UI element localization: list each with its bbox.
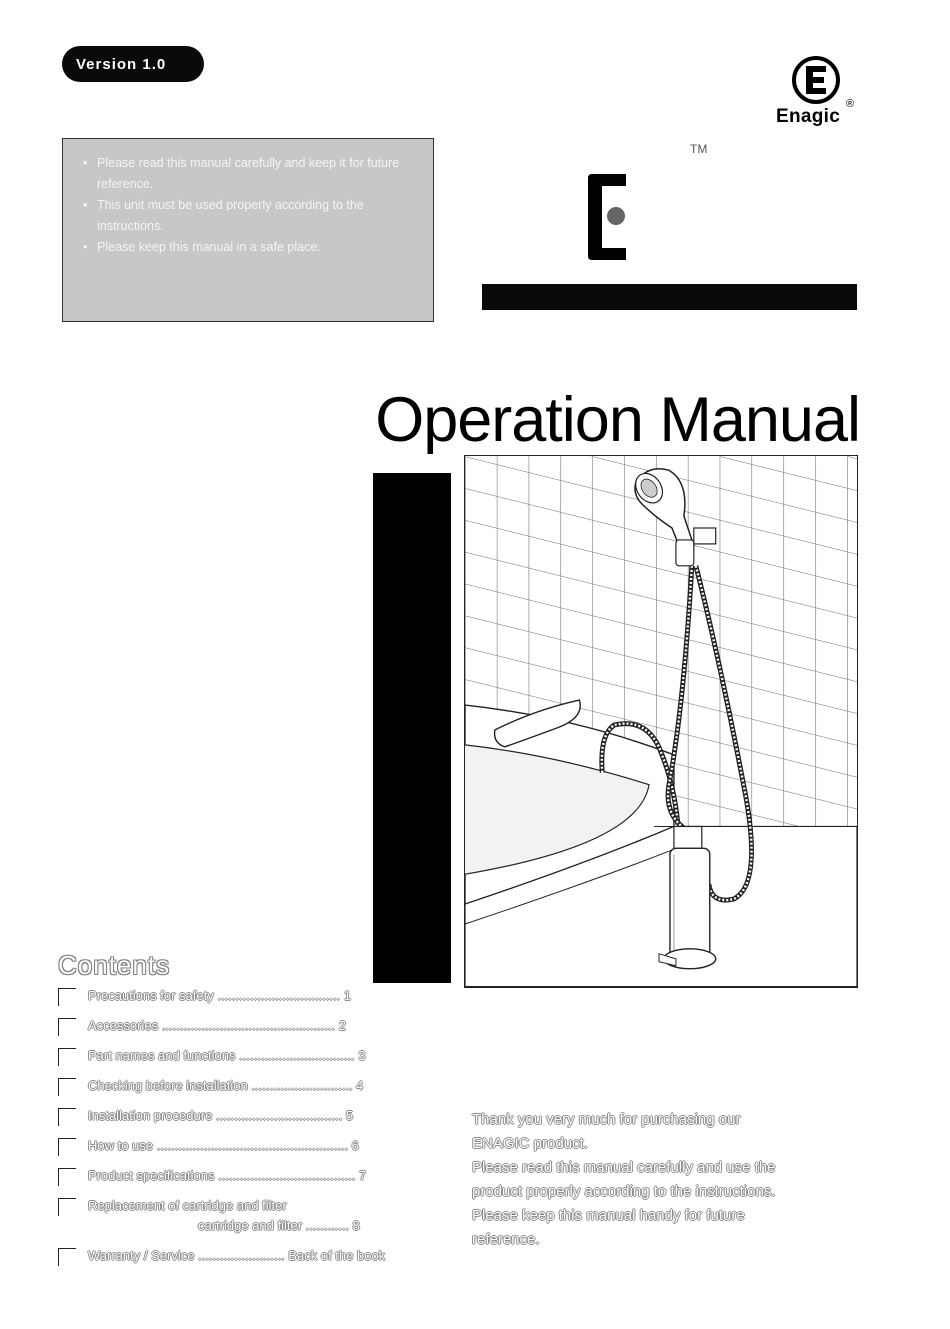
checkbox-icon [58,1078,76,1096]
notice-box [62,138,434,322]
contents-item-label: How to use ..................................................... 6 [88,1138,359,1153]
contents-item[interactable] [58,1046,418,1076]
paragraph-line: Please keep this manual handy for future [472,1207,745,1224]
shower-filter-illustration [464,455,858,988]
contents-item-label: Checking before installation ............................ 4 [88,1078,364,1093]
title-bar [482,284,857,310]
model-tag: TM [690,142,708,156]
contents-item-label: Part names and functions ................................ 3 [88,1048,366,1063]
contents-item[interactable] [58,1106,418,1136]
checkbox-icon [58,1198,76,1216]
checkbox-icon [58,988,76,1006]
contents-item[interactable] [58,986,418,1016]
page-title: Operation Manual [375,385,860,455]
checkbox-icon [58,1248,76,1266]
brand-name: Enagic [776,106,841,127]
checkbox-icon [58,1138,76,1156]
contents-item[interactable] [58,1196,418,1246]
version-badge: Version 1.0 [62,46,204,82]
contents-item[interactable] [58,1166,418,1196]
contents-list [58,986,418,1276]
contents-heading: Contents [58,950,171,980]
intro-paragraph [472,1108,862,1252]
checkbox-icon [58,1108,76,1126]
paragraph-line: reference. [472,1231,540,1248]
registered-mark: ® [846,98,855,110]
contents-item-label: Product specifications ...................................... 7 [88,1168,367,1183]
paragraph-line: ENAGIC product. [472,1135,588,1152]
contents-item[interactable] [58,1016,418,1046]
paragraph-line: Thank you very much for purchasing our [472,1111,741,1128]
notice-item: • Please keep this manual in a safe place. [81,237,419,258]
contents-item[interactable] [58,1076,418,1106]
contents-item[interactable] [58,1136,418,1166]
paragraph-line: Please read this manual carefully and use the [472,1159,776,1176]
checkbox-icon [58,1018,76,1036]
notice-item: • This unit must be used properly according to the instructions. [81,195,419,237]
contents-item-label: Precautions for safety .................................. 1 [88,988,351,1003]
contents-item-label-continued: cartridge and filter ............ 8 [198,1218,360,1233]
notice-item: • Please read this manual carefully and keep it for future reference. [81,153,419,195]
vertical-side-bar [373,473,451,983]
contents-item[interactable] [58,1246,418,1276]
paragraph-line: product properly according to the instructions. [472,1183,776,1200]
checkbox-icon [58,1048,76,1066]
contents-item-label: Warranty / Service ........................ Back of the book [88,1248,386,1263]
contents-item-label: Accessories ................................................ 2 [88,1018,346,1033]
contents-item-label: Replacement of cartridge and filter [88,1198,287,1213]
checkbox-icon [58,1168,76,1186]
product-e-icon [584,170,664,264]
contents-item-label: Installation procedure ................................... 5 [88,1108,354,1123]
